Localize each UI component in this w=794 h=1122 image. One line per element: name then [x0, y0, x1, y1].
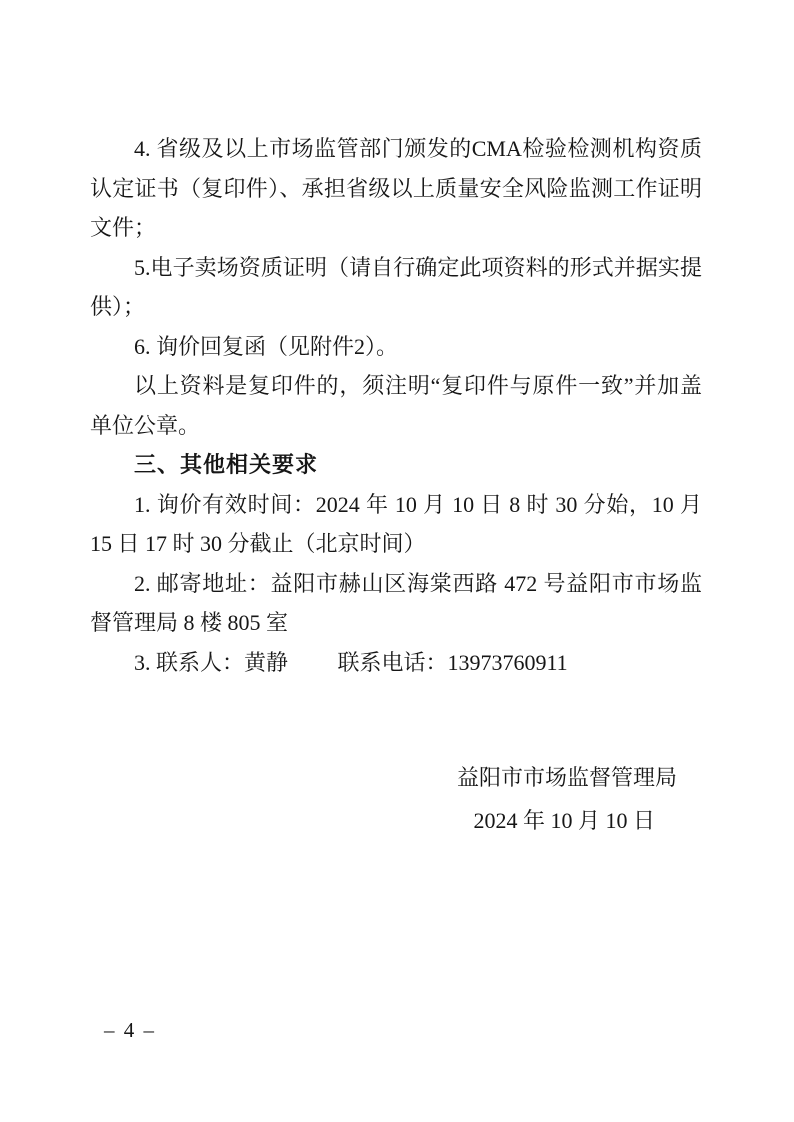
document-body: [90, 129, 702, 682]
signature-organization: 益阳市市场监督管理局: [456, 765, 677, 790]
page-number: – 4 –: [104, 1018, 156, 1042]
paragraph-line: 认定证书（复印件）、承担省级以上质量安全风险监测工作证明: [90, 175, 702, 201]
paragraph-line: 督管理局 8 楼 805 室: [90, 610, 289, 635]
signature-block: [90, 756, 702, 842]
paragraph-line: 4. 省级及以上市场监管部门颁发的CMA检验检测机构资质: [134, 136, 702, 161]
paragraph-line: 以上资料是复印件的，须注明“复印件与原件一致”并加盖: [134, 373, 702, 398]
paragraph-line: 文件；: [90, 215, 157, 240]
paragraph-line: 3. 联系人：黄静 联系电话：13973760911: [134, 649, 568, 675]
paragraph-line: 5.电子卖场资质证明（请自行确定此项资料的形式并据实提: [134, 254, 702, 280]
section-heading: 三、其他相关要求: [134, 452, 319, 477]
paragraph-line: 供）；: [90, 294, 146, 319]
paragraph-line: 6. 询价回复函（见附件2）。: [134, 333, 399, 359]
paragraph-line: 2. 邮寄地址：益阳市赫山区海棠西路 472 号益阳市市场监: [134, 570, 702, 596]
paragraph-line: 1. 询价有效时间：2024 年 10 月 10 日 8 时 30 分始，10 月: [134, 491, 702, 517]
paragraph-line: 单位公章。: [90, 412, 201, 438]
paragraph-line: 15 日 17 时 30 分截止（北京时间）: [90, 531, 426, 556]
signature-date: 2024 年 10 月 10 日: [473, 808, 655, 833]
